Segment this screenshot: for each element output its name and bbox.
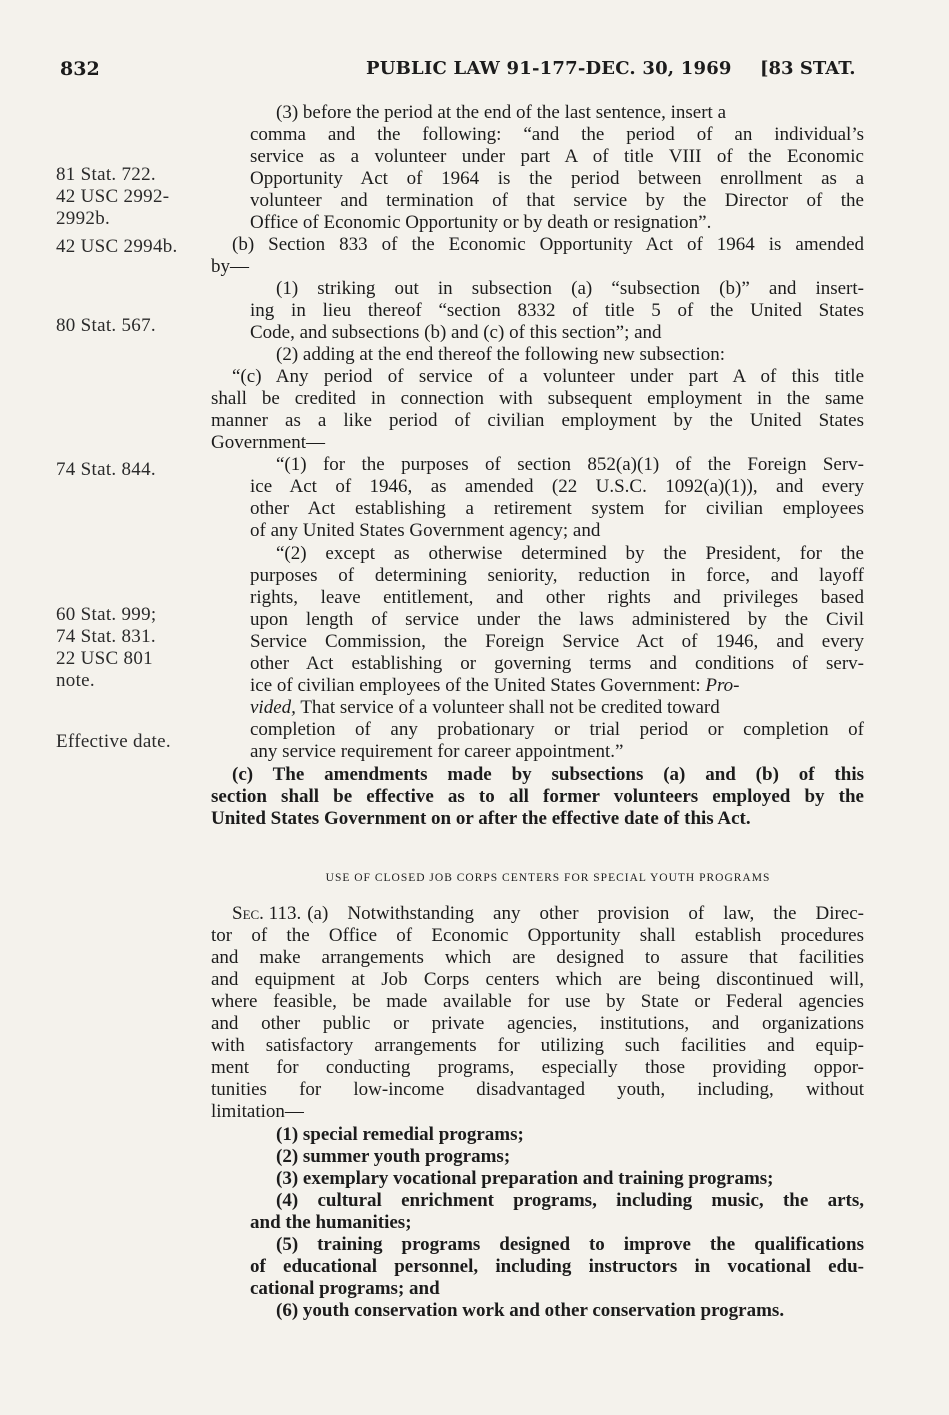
margin-note-74-stat [56, 459, 186, 481]
list-item: cational programs; and [250, 1278, 440, 1299]
list-item: (6) youth conservation work and other conservation programs. [276, 1300, 785, 1321]
margin-note-line: 81 Stat. 722. [56, 164, 156, 185]
proviso-italic: Pro- [705, 675, 740, 696]
running-title: PUBLIC LAW 91-177-DEC. 30, 1969 [366, 58, 732, 79]
margin-note-42-usc [56, 236, 186, 258]
body-line: purposes of determining seniority, reduction in force, and layoff [250, 565, 864, 586]
body-line: Code, and subsections (b) and (c) of this section”; and [250, 322, 662, 343]
list-item: (5) training programs designed to improve the qualifications [276, 1234, 864, 1255]
margin-note-line: 42 USC 2992- [56, 186, 170, 207]
body-line: manner as a like period of civilian employment by the United States [211, 410, 864, 431]
body-line: limitation— [211, 1101, 304, 1122]
body-line [250, 697, 720, 719]
margin-note-line: note. [56, 670, 95, 691]
margin-note-80-stat [56, 315, 186, 337]
body-line: tor of the Office of Economic Opportunity shall establish procedures [211, 925, 864, 946]
body-line: Service Commission, the Foreign Service Act of 1946, and every [250, 631, 864, 652]
body-line: shall be credited in connection with subsequent employment in the same [211, 388, 864, 409]
body-line: where feasible, be made available for use by State or Federal agencies [211, 991, 864, 1012]
body-line: rights, leave entitlement, and other rights and privileges based [250, 587, 864, 608]
body-line: by— [211, 256, 249, 277]
body-line: (3) before the period at the end of the last sentence, insert a [276, 102, 727, 123]
body-line: any service requirement for career appointment.” [250, 741, 624, 762]
body-line: service as a volunteer under part A of title VIII of the Economic [250, 146, 864, 167]
margin-note-line: 80 Stat. 567. [56, 315, 156, 336]
page-number: 832 [60, 58, 100, 80]
section-heading: USE OF CLOSED JOB CORPS CENTERS FOR SPECIAL YOUTH PROGRAMS [325, 872, 771, 884]
margin-note-line: 22 USC 801 [56, 648, 153, 669]
margin-note-line: 2992b. [56, 208, 111, 229]
body-line: (b) Section 833 of the Economic Opportunity Act of 1964 is amended [232, 234, 864, 255]
body-line: Opportunity Act of 1964 is the period between enrollment as a [250, 168, 864, 189]
page-header [0, 58, 949, 88]
list-item: (2) summer youth programs; [276, 1146, 511, 1167]
body-line: “(2) except as otherwise determined by the President, for the [276, 543, 864, 564]
margin-note-60-stat [56, 604, 186, 692]
body-line: upon length of service under the laws administered by the Civil [250, 609, 864, 630]
body-line [232, 903, 864, 925]
margin-note-line: 60 Stat. 999; [56, 604, 157, 625]
body-line: ice Act of 1946, as amended (22 U.S.C. 1092(a)(1)), and every [250, 476, 864, 497]
list-item: (4) cultural enrichment programs, including music, the arts, [276, 1190, 864, 1211]
margin-note-line: 74 Stat. 844. [56, 459, 156, 480]
body-line: and other public or private agencies, institutions, and organizations [211, 1013, 864, 1034]
body-line: (c) The amendments made by subsections (a) and (b) of this [232, 764, 864, 785]
body-line: completion of any probationary or trial period or completion of [250, 719, 864, 740]
margin-note-line: 42 USC 2994b. [56, 236, 178, 257]
list-item: of educational personnel, including instructors in vocational edu- [250, 1256, 864, 1277]
body-line: volunteer and termination of that service by the Director of the [250, 190, 864, 211]
list-item: and the humanities; [250, 1212, 412, 1233]
body-line: United States Government on or after the effective date of this Act. [211, 808, 751, 829]
margin-note-line: 74 Stat. 831. [56, 626, 156, 647]
body-line: other Act establishing a retirement system for civilian employees [250, 498, 864, 519]
body-line: (2) adding at the end thereof the following new subsection: [276, 344, 726, 365]
body-line: “(c) Any period of service of a volunteer under part A of this title [232, 366, 864, 387]
body-line: ing in lieu thereof “section 8332 of title 5 of the United States [250, 300, 864, 321]
margin-note-81-stat [56, 164, 186, 230]
body-text: (a) Notwithstanding any other provision of law, the Direc- [307, 903, 864, 924]
body-line: other Act establishing or governing terms and conditions of serv- [250, 653, 864, 674]
proviso-italic: vided, [250, 697, 296, 718]
body-text: That service of a volunteer shall not be credited toward [300, 697, 720, 718]
body-line: ment for conducting programs, especially those providing oppor- [211, 1057, 864, 1078]
margin-note-line: Effective date. [56, 731, 171, 752]
body-text: ice of civilian employees of the United States Government: [250, 675, 701, 696]
body-line: “(1) for the purposes of section 852(a)(1) of the Foreign Serv- [276, 454, 864, 475]
body-line: Government— [211, 432, 325, 453]
body-line: Office of Economic Opportunity or by death or resignation”. [250, 212, 712, 233]
body-line [250, 675, 739, 697]
body-line: tunities for low-income disadvantaged youth, including, without [211, 1079, 864, 1100]
section-label: Sec. 113. [232, 903, 302, 924]
body-line: section shall be effective as to all former volunteers employed by the [211, 786, 864, 807]
margin-note-effective-date [56, 731, 186, 753]
body-line: (1) striking out in subsection (a) “subsection (b)” and insert- [276, 278, 864, 299]
list-item: (1) special remedial programs; [276, 1124, 524, 1145]
statute-reference: [83 STAT. [760, 58, 856, 79]
body-line: with satisfactory arrangements for utilizing such facilities and equip- [211, 1035, 864, 1056]
body-line: of any United States Government agency; and [250, 520, 601, 541]
body-line: and make arrangements which are designed to assure that facilities [211, 947, 864, 968]
list-item: (3) exemplary vocational preparation and training programs; [276, 1168, 774, 1189]
body-line: comma and the following: “and the period of an individual’s [250, 124, 864, 145]
body-line: and equipment at Job Corps centers which are being discontinued will, [211, 969, 864, 990]
